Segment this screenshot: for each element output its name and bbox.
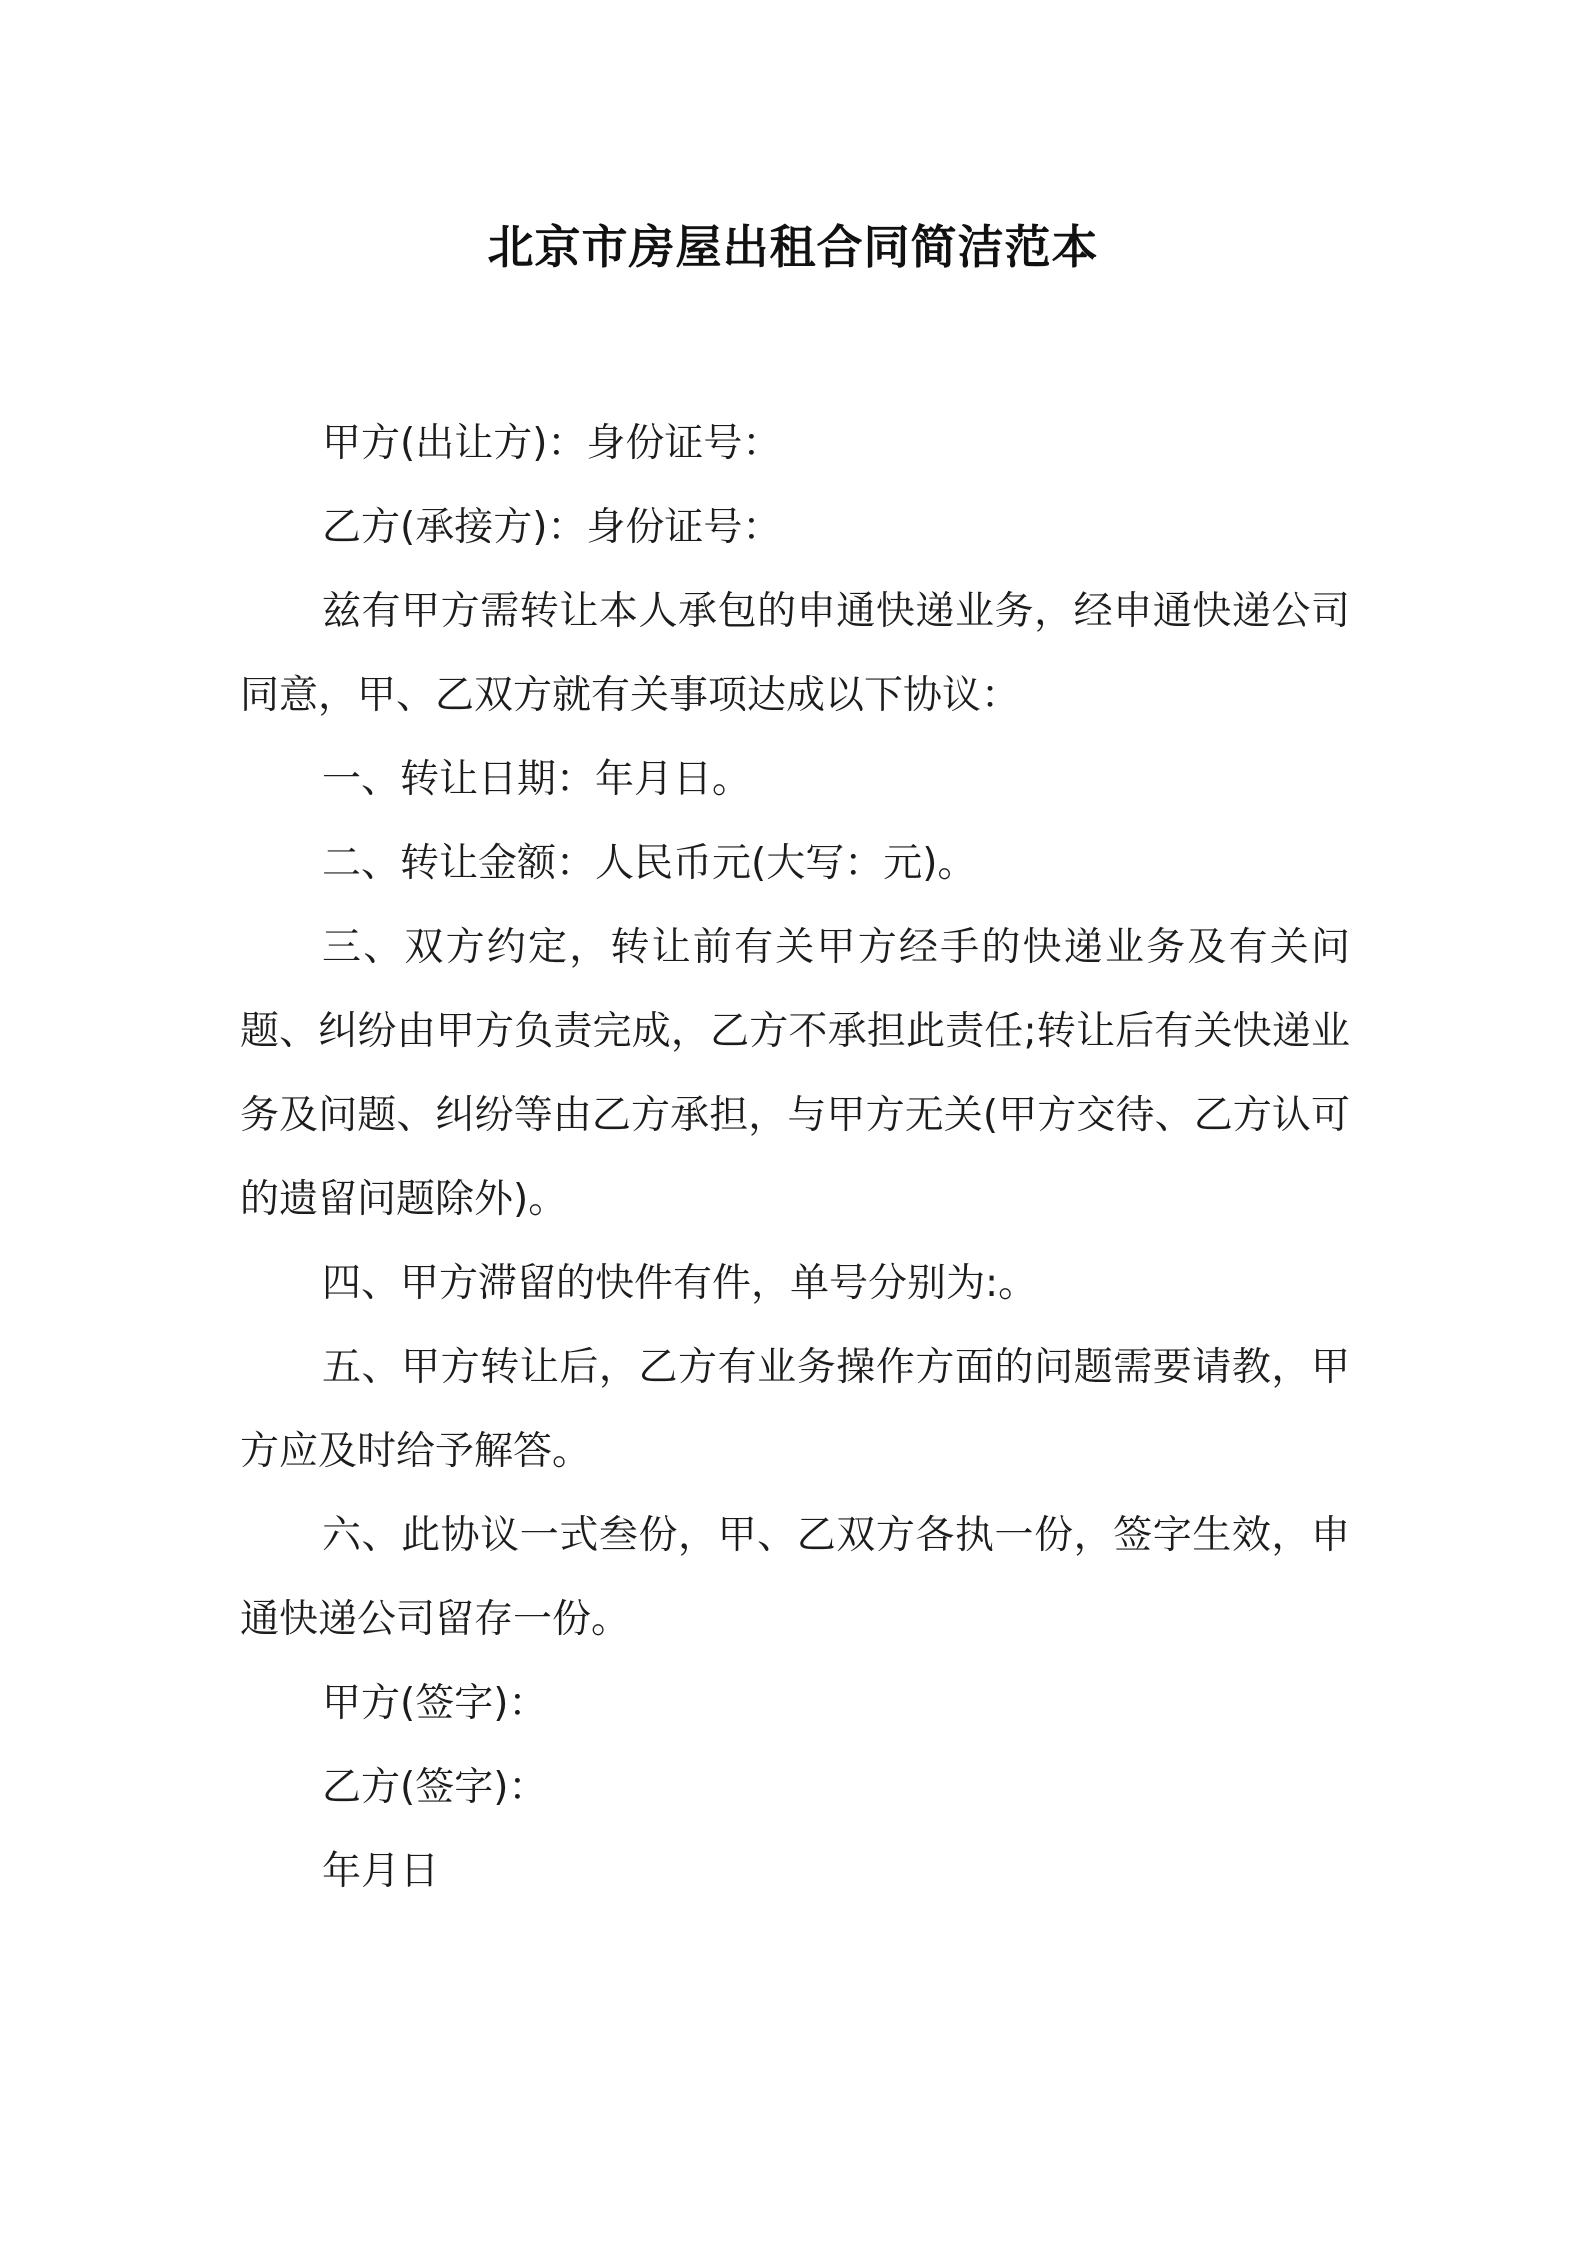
clause-3-responsibilities: 三、双方约定，转让前有关甲方经手的快递业务及有关问题、纠纷由甲方负责完成，乙方不承担此责任;转让后有关快递业务及问题、纠纷等由乙方承担，与甲方无关(甲方交待、乙方认可的遗留问题除外)。	[240, 925, 1350, 1222]
document-title: 北京市房屋出租合同简洁范本	[487, 220, 1099, 274]
preamble-paragraph: 兹有甲方需转让本人承包的申通快递业务，经申通快递公司同意，甲、乙双方就有关事项达成以下协议：	[240, 589, 1350, 718]
clause-5-guidance: 五、甲方转让后，乙方有业务操作方面的问题需要请教，甲方应及时给予解答。	[240, 1345, 1350, 1474]
party-b-signature-line: 乙方(签字)：	[322, 1765, 548, 1810]
clause-2-transfer-amount: 二、转让金额：人民币元(大写：元)。	[322, 841, 977, 886]
party-a-line: 甲方(出让方)：身份证号：	[322, 421, 782, 466]
clause-1-transfer-date: 一、转让日期：年月日。	[322, 757, 752, 802]
clause-6-copies: 六、此协议一式叁份，甲、乙双方各执一份，签字生效，申通快递公司留存一份。	[240, 1513, 1350, 1642]
document-body	[240, 402, 1350, 1914]
signature-date-line: 年月日	[322, 1849, 440, 1894]
clause-4-pending-parcels: 四、甲方滞留的快件有件，单号分别为:。	[322, 1261, 1038, 1306]
party-b-line: 乙方(承接方)：身份证号：	[322, 505, 782, 550]
party-a-signature-line: 甲方(签字)：	[322, 1681, 548, 1726]
